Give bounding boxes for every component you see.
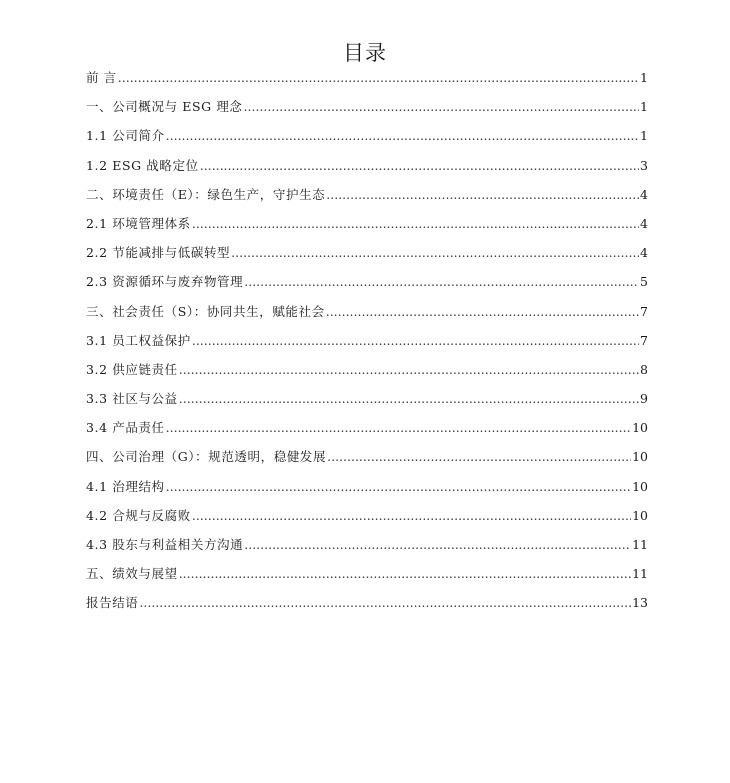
toc-dot-leader <box>192 501 631 530</box>
toc-entry[interactable] <box>86 588 648 617</box>
toc-dot-leader <box>179 384 639 413</box>
toc-entry[interactable] <box>86 501 648 530</box>
toc-entry-text: 二、环境责任（E）：绿色生产，守护生态 <box>86 186 326 202</box>
toc-entry-text: 4.1 治理结构 <box>86 478 165 494</box>
toc-page-number: 3 <box>640 157 648 173</box>
toc-entry[interactable] <box>86 559 648 588</box>
toc-entry-text: 2.1 环境管理体系 <box>86 215 191 231</box>
toc-dot-leader <box>244 530 631 559</box>
toc-page-number: 8 <box>640 361 648 377</box>
toc-page-number: 1 <box>640 70 648 85</box>
toc-page-number: 4 <box>640 245 648 261</box>
toc-dot-leader <box>200 151 639 180</box>
toc-dot-leader <box>231 238 639 267</box>
toc-entry[interactable] <box>86 384 648 413</box>
toc-entry[interactable] <box>86 297 648 326</box>
toc-entry-text: 四、公司治理（G）：规范透明，稳健发展 <box>86 449 327 465</box>
toc-page-number: 10 <box>632 478 648 494</box>
toc-entry[interactable] <box>86 121 648 150</box>
toc-entry-text: 2.3 资源循环与废弃物管理 <box>86 274 244 290</box>
toc-dot-leader <box>118 63 639 92</box>
toc-page-number: 11 <box>632 537 648 552</box>
toc-dot-leader <box>192 209 639 238</box>
toc-entry-text: 五、绩效与展望 <box>86 566 178 582</box>
toc-entry[interactable] <box>86 267 648 296</box>
toc-entry-text: 2.2 节能减排与低碳转型 <box>86 245 231 261</box>
toc-entry-text: 3.3 社区与公益 <box>86 391 178 407</box>
toc-entry[interactable] <box>86 180 648 209</box>
toc-entry-text: 一、公司概况与 ESG 理念 <box>86 99 243 115</box>
toc-entry[interactable] <box>86 326 648 355</box>
toc-entry[interactable] <box>86 63 648 92</box>
toc-entry-text: 报告结语 <box>86 595 139 611</box>
toc-entry[interactable] <box>86 355 648 384</box>
toc-dot-leader <box>327 442 631 471</box>
toc-entry[interactable] <box>86 238 648 267</box>
toc-dot-leader <box>179 559 631 588</box>
toc-entry[interactable] <box>86 472 648 501</box>
toc-dot-leader <box>166 472 631 501</box>
toc-entry-text: 1.2 ESG 战略定位 <box>86 157 199 173</box>
toc-entry-text: 4.3 股东与利益相关方沟通 <box>86 537 244 552</box>
toc-dot-leader <box>166 121 639 150</box>
toc-dot-leader <box>244 92 640 121</box>
toc-page-number: 7 <box>640 332 648 348</box>
toc-dot-leader <box>326 297 639 326</box>
toc-page-number: 1 <box>640 128 648 144</box>
toc-page-number: 9 <box>640 391 648 407</box>
toc-entry-text: 三、社会责任（S）：协同共生，赋能社会 <box>86 303 325 319</box>
toc-page-number: 4 <box>640 186 648 202</box>
toc-entry[interactable] <box>86 530 648 559</box>
toc-dot-leader <box>139 588 631 617</box>
toc-entry-text: 3.1 员工权益保护 <box>86 332 191 348</box>
toc-dot-leader <box>244 267 639 296</box>
toc-page-number: 4 <box>640 215 648 231</box>
toc-entry[interactable] <box>86 413 648 442</box>
toc-entry[interactable] <box>86 92 648 121</box>
toc-dot-leader <box>326 180 639 209</box>
toc-title: 目录 <box>343 41 387 65</box>
toc-entry-text: 3.4 产品责任 <box>86 420 165 436</box>
toc-page-number: 10 <box>632 507 648 523</box>
toc-page-number: 10 <box>632 449 648 465</box>
toc-dot-leader <box>179 355 639 384</box>
toc-entry-text: 3.2 供应链责任 <box>86 361 178 377</box>
toc-page-number: 10 <box>632 420 648 436</box>
toc-entry-text: 1.1 公司简介 <box>86 128 165 144</box>
toc-entry[interactable] <box>86 209 648 238</box>
toc-entry-text: 4.2 合规与反腐败 <box>86 507 191 523</box>
toc-dot-leader <box>166 413 631 442</box>
toc-page-number: 11 <box>632 566 648 582</box>
toc-page-number: 13 <box>632 595 648 611</box>
toc-entry-text: 前 言 <box>86 70 117 85</box>
toc-page-number: 7 <box>640 303 648 319</box>
toc-dot-leader <box>192 326 639 355</box>
toc-entry[interactable] <box>86 442 648 471</box>
toc-entry[interactable] <box>86 151 648 180</box>
toc-page-number: 1 <box>640 99 648 115</box>
toc-page-number: 5 <box>640 274 648 290</box>
toc-list <box>86 63 648 618</box>
